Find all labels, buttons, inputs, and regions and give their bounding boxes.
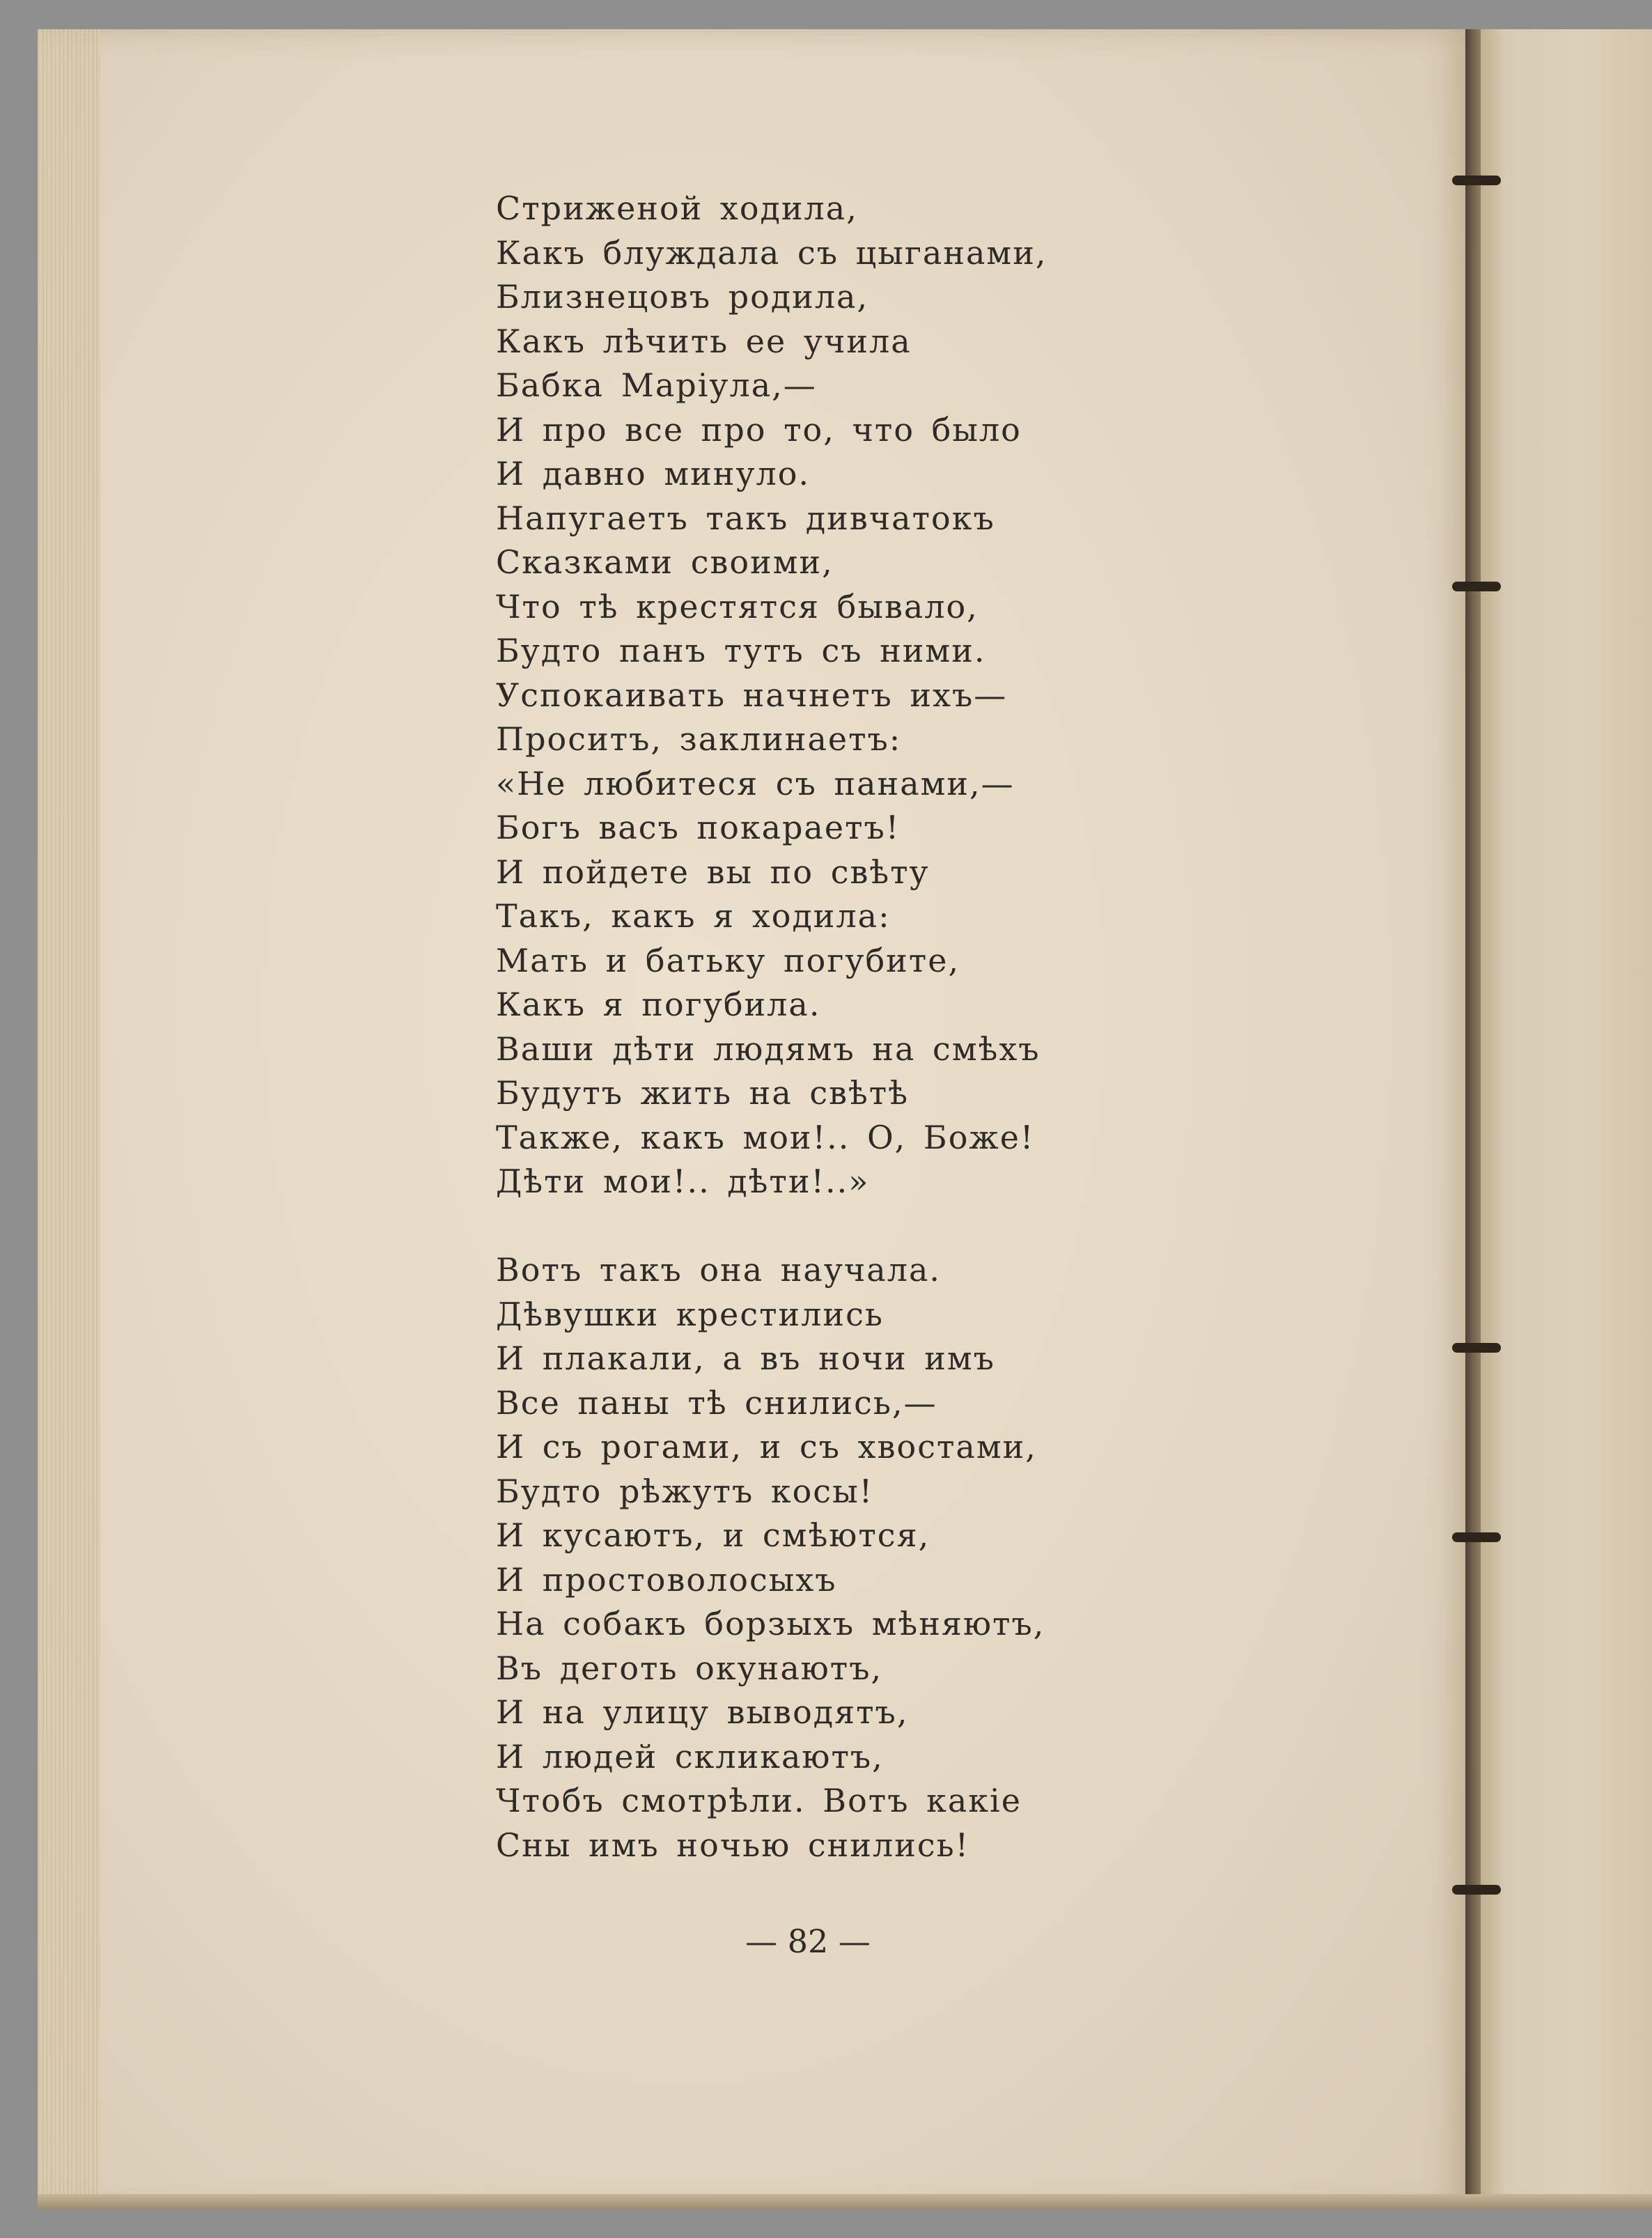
poem-line: «Не любитеся съ панами,— bbox=[496, 764, 1015, 802]
poem-line: Также, какъ мои!.. О, Боже! bbox=[496, 1118, 1035, 1156]
binding-stitch bbox=[1452, 1532, 1501, 1542]
poem-line: Ваши дѣти людямъ на смѣхъ bbox=[496, 1029, 1041, 1068]
stanza-break bbox=[496, 1204, 1401, 1249]
poem-line: Какъ лѣчить ее учила bbox=[496, 322, 912, 360]
poem-line: Богъ васъ покараетъ! bbox=[496, 809, 901, 846]
poem-line: Сказками своими, bbox=[496, 543, 834, 581]
binding-stitch bbox=[1452, 1343, 1501, 1353]
binding-stitch bbox=[1452, 176, 1501, 185]
poem-line: И съ рогами, и съ хвостами, bbox=[496, 1428, 1037, 1466]
poem-line: И простоволосыхъ bbox=[496, 1560, 837, 1599]
poem-line: Все паны тѣ снились,— bbox=[496, 1383, 937, 1422]
poem-line: И плакали, а въ ночи имъ bbox=[496, 1339, 995, 1377]
poem-line: Такъ, какъ я ходила: bbox=[496, 897, 891, 935]
poem-line: Чтобъ смотрѣли. Вотъ какіе bbox=[496, 1782, 1022, 1819]
binding-stitch bbox=[1452, 1885, 1501, 1895]
poem-line: И про все про то, что было bbox=[496, 410, 1022, 449]
poem-line: Какъ я погубила. bbox=[496, 986, 821, 1023]
poem-line: Будто панъ тутъ съ ними. bbox=[496, 632, 986, 669]
book-spine bbox=[1465, 29, 1481, 2209]
poem-line: Проситъ, заклинаетъ: bbox=[496, 720, 902, 758]
poem-line: И пойдете вы по свѣту bbox=[496, 853, 930, 891]
poem-line: Мать и батьку погубите, bbox=[496, 941, 960, 979]
binding-stitch bbox=[1452, 582, 1501, 591]
poem-line: И людей скликаютъ, bbox=[496, 1737, 884, 1775]
poem-line: Сны имъ ночью снились! bbox=[496, 1826, 970, 1864]
poem-line: Близнецовъ родила, bbox=[496, 278, 869, 316]
poem-line: Какъ блуждала съ цыганами, bbox=[496, 233, 1047, 272]
poem-line: И кусаютъ, и смѣются, bbox=[496, 1516, 930, 1554]
page-edges bbox=[38, 29, 100, 2209]
page-number: — 82 — bbox=[745, 1922, 871, 1960]
poem-line: Успокаивать начнетъ ихъ— bbox=[496, 676, 1008, 714]
poem-line: Что тѣ крестятся бывало, bbox=[496, 587, 979, 625]
poem-line: Напугаетъ такъ дивчатокъ bbox=[496, 499, 995, 537]
poem-line: Дѣти мои!.. дѣти!..» bbox=[496, 1163, 870, 1200]
poem-text bbox=[496, 187, 1401, 1867]
poem-line: Бабка Маріула,— bbox=[496, 366, 817, 404]
right-page-edge bbox=[1474, 29, 1652, 2209]
poem-line: И на улицу выводятъ, bbox=[496, 1693, 909, 1731]
poem-line: Будутъ жить на свѣтѣ bbox=[496, 1074, 909, 1112]
poem-line: Будто рѣжутъ косы! bbox=[496, 1472, 874, 1510]
poem-line: Стриженой ходила, bbox=[496, 189, 858, 227]
poem-line: И давно минуло. bbox=[496, 455, 811, 492]
poem-line: Въ деготь окунаютъ, bbox=[496, 1649, 883, 1687]
poem-line: На собакъ борзыхъ мѣняютъ, bbox=[496, 1605, 1045, 1642]
poem-line: Дѣвушки крестились bbox=[496, 1295, 884, 1333]
poem-line: Вотъ такъ она научала. bbox=[496, 1251, 942, 1289]
bottom-page-edge bbox=[38, 2194, 1652, 2209]
